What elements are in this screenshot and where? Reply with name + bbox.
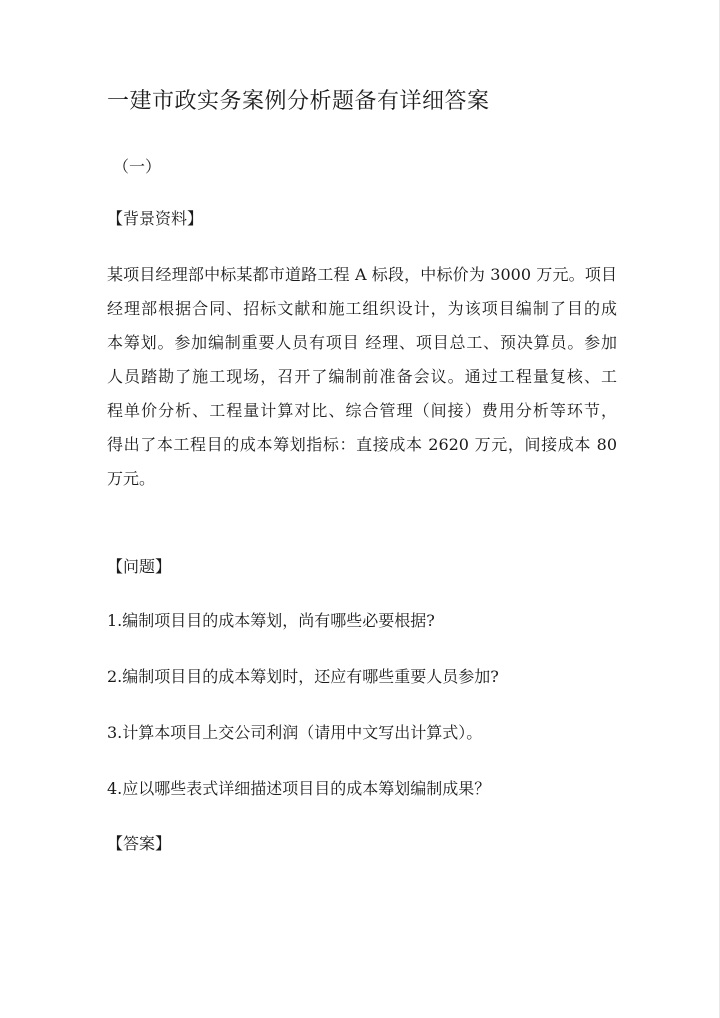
paragraph-line: 人员踏勘了施工现场，召开了编制前准备会议。通过工程量复核、工 bbox=[107, 367, 617, 386]
question-item: 2.编制项目目的成本筹划时，还应有哪些重要人员参加? bbox=[107, 667, 499, 686]
paragraph-line: 本筹划。参加编制重要人员有项目 经理、项目总工、预决算员。参加 bbox=[107, 333, 617, 352]
question-heading: 【问题】 bbox=[107, 557, 172, 576]
question-item: 3.计算本项目上交公司利润（请用中文写出计算式）。 bbox=[107, 723, 483, 742]
section-number: （一） bbox=[113, 157, 162, 176]
background-paragraph bbox=[107, 258, 617, 496]
paragraph-line: 某项目经理部中标某都市道路工程 A 标段，中标价为 3000 万元。项目 bbox=[107, 265, 617, 284]
question-item: 1.编制项目目的成本筹划，尚有哪些必要根据? bbox=[107, 611, 435, 630]
question-item: 4.应以哪些表式详细描述项目目的成本筹划编制成果？ bbox=[107, 779, 491, 798]
paragraph-line: 程单价分析、工程量计算对比、综合管理（间接）费用分析等环节， bbox=[107, 401, 617, 420]
answer-heading: 【答案】 bbox=[107, 834, 172, 853]
document-title: 一建市政实务案例分析题备有详细答案 bbox=[107, 89, 490, 114]
paragraph-line: 得出了本工程目的成本筹划指标：直接成本 2620 万元，间接成本 80 bbox=[107, 435, 617, 454]
paragraph-line: 万元。 bbox=[107, 469, 156, 488]
background-heading: 【背景资料】 bbox=[107, 209, 204, 228]
paragraph-line: 经理部根据合同、招标文献和施工组织设计，为该项目编制了目的成 bbox=[107, 299, 617, 318]
